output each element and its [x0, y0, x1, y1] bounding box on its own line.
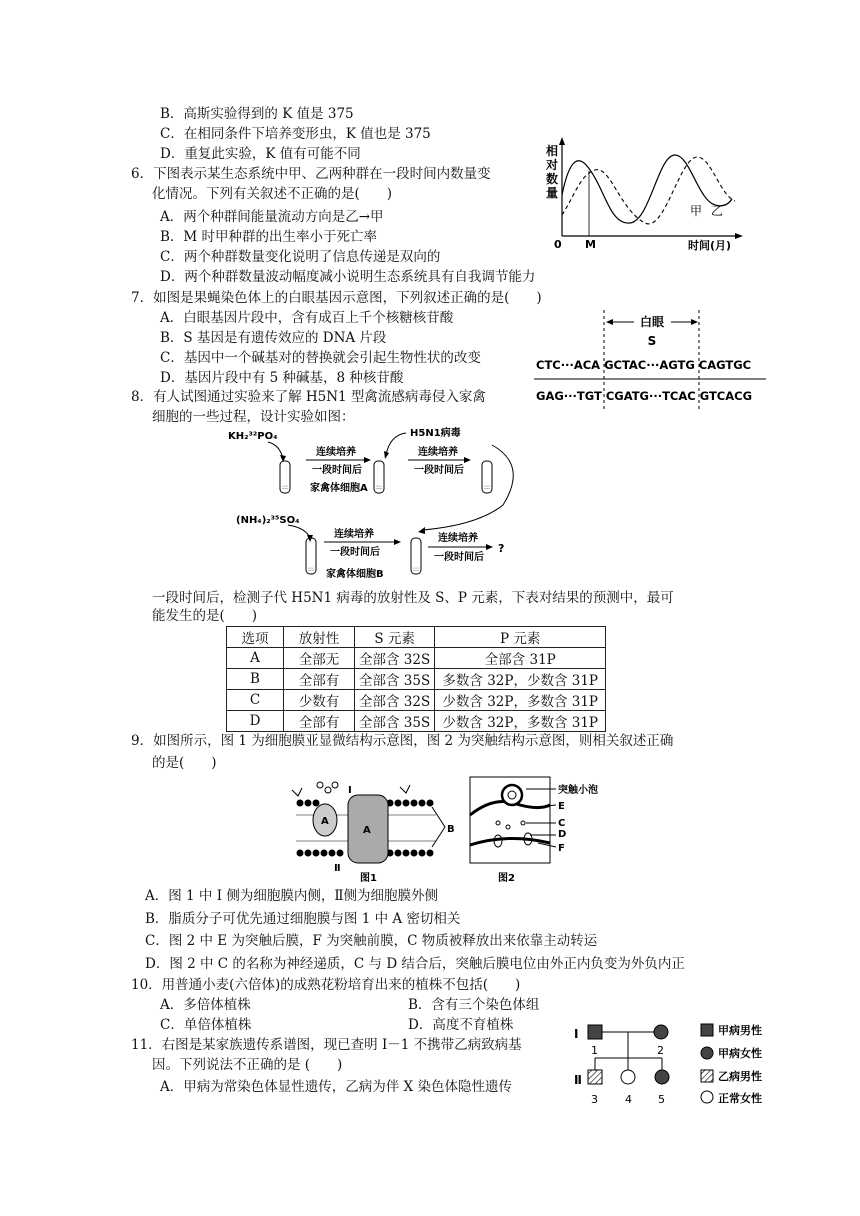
- header-option: 选项: [227, 627, 284, 648]
- cell: 全部含 35S: [355, 669, 435, 690]
- n1: 1: [591, 1044, 598, 1057]
- legend-2: 甲病女性: [718, 1047, 762, 1060]
- q11-stem-2: 因。下列说法不正确的是 ( ): [152, 1057, 343, 1073]
- q7-option-b: B．S 基因是有遗传效应的 DNA 片段: [160, 330, 387, 346]
- cell: A: [227, 648, 284, 669]
- q8-stem-1: 8．有人试图通过实验来了解 H5N1 型禽流感病毒侵入家禽: [131, 389, 486, 405]
- q10-option-b: B．含有三个染色体组: [408, 997, 540, 1013]
- cult1-label-b: 连续培养: [418, 447, 458, 458]
- q8-after-2: 能发生的是( ): [152, 608, 258, 624]
- cult1-label-d: 连续培养: [438, 533, 478, 544]
- cell: B: [227, 669, 284, 690]
- fig9-b: B: [447, 824, 455, 835]
- legend-circle-filled: [701, 1047, 713, 1059]
- cell: 全部有: [284, 711, 355, 732]
- fig9-a-small: A: [321, 816, 329, 827]
- q10-stem: 10．用普通小麦(六倍体)的成熟花粉培育出来的植株不包括( ): [131, 977, 521, 993]
- gene-figure: [534, 310, 766, 410]
- q5-option-c: C．在相同条件下培养变形虫，K 值也是 375: [160, 126, 431, 142]
- ii3-yi-male: [588, 1070, 602, 1084]
- q5-option-b: B．高斯实验得到的 K 值是 375: [160, 106, 354, 122]
- fig9-d: D: [558, 829, 567, 840]
- q6-option-a: A．两个种群间能量流动方向是乙→甲: [160, 209, 384, 225]
- q9-stem-1: 9．如图所示，图 1 为细胞膜亚显微结构示意图，图 2 为突触结构示意图，则相关叙述正确: [131, 733, 674, 749]
- gen-i: I: [574, 1027, 579, 1041]
- q6-option-d: D．两个种群数量波动幅度减小说明生态系统具有自我调节能力: [160, 269, 536, 285]
- q9-option-c: C．图 2 中 E 为突触后膜，F 为突触前膜，C 物质被释放出来依靠主动转运: [145, 933, 598, 949]
- ii5-affected-female: [655, 1070, 669, 1084]
- s-label: S: [647, 334, 657, 348]
- cell: 全部含 32S: [355, 690, 435, 711]
- table-row: [227, 711, 606, 732]
- legend-3: 乙病男性: [718, 1070, 762, 1083]
- fig6-m-label: M: [585, 238, 596, 251]
- fig9-caption-1: 图1: [360, 873, 377, 884]
- kh2po4-label: KH₂³²PO₄: [228, 431, 278, 442]
- q9-stem-2: 的是( ): [152, 755, 217, 771]
- q7-stem: 7．如图是果蝇染色体上的白眼基因示意图，下列叙述正确的是( ): [131, 290, 542, 306]
- svg-text::::: :::: [484, 484, 491, 491]
- header-p: P 元素: [435, 627, 606, 648]
- n2: 2: [657, 1044, 664, 1057]
- q8-after-1: 一段时间后，检测子代 H5N1 病毒的放射性及 S、P 元素，下表对结果的预测中，最可: [152, 590, 674, 606]
- ii4-normal-female: [621, 1070, 635, 1084]
- cult2-label-b: 一段时间后: [414, 465, 464, 476]
- series-jia: [562, 155, 732, 223]
- cell: D: [227, 711, 284, 732]
- cult2-label-d: 一段时间后: [434, 552, 484, 563]
- fig9-side-ii: Ⅱ: [334, 863, 341, 874]
- dna-bottom-strand: GAG···TGT CGATG···TCAC GTCACG: [536, 389, 753, 403]
- cell-a-label: 家禽体细胞A: [310, 483, 368, 494]
- experiment-figure: [228, 425, 528, 585]
- legend-square-filled: [701, 1024, 713, 1036]
- q10-option-d: D．高度不育植株: [408, 1017, 514, 1033]
- cell: 全部无: [284, 648, 355, 669]
- fig6-ylabel-3: 数: [545, 172, 559, 186]
- table-row: [227, 648, 606, 669]
- fig6-origin: 0: [554, 238, 562, 251]
- cult1-label-c: 连续培养: [334, 529, 374, 540]
- cell: 少数含 32P，多数含 31P: [435, 711, 606, 732]
- q6-option-b: B．M 时甲种群的出生率小于死亡率: [160, 229, 378, 245]
- q7-option-a: A．白眼基因片段中，含有成百上千个核糖核苷酸: [160, 310, 454, 326]
- fig6-xlabel: 时间(月): [688, 239, 732, 252]
- fig6-legend-yi: 乙: [711, 204, 724, 218]
- fig9-e: E: [558, 801, 565, 812]
- svg-text::::: :::: [282, 484, 289, 491]
- q9-option-d: D．图 2 中 C 的名称为神经递质，C 与 D 结合后，突触后膜电位由外正内负变为外负内正: [145, 956, 685, 972]
- q10-option-c: C．单倍体植株: [160, 1017, 252, 1033]
- q6-stem-2: 化情况。下列有关叙述不正确的是( ): [152, 186, 393, 202]
- fig6-ylabel-2: 对: [545, 158, 559, 172]
- cell-b-label: 家禽体细胞B: [326, 569, 384, 580]
- gen-ii: Ⅱ: [574, 1073, 582, 1087]
- cell: 多数含 32P，少数含 31P: [435, 669, 606, 690]
- cult2-label-c: 一段时间后: [330, 547, 380, 558]
- legend-square-hatched: [701, 1070, 713, 1082]
- n5: 5: [658, 1093, 665, 1106]
- table-header-row: [227, 627, 606, 648]
- header-radioactivity: 放射性: [284, 627, 355, 648]
- cell: C: [227, 690, 284, 711]
- fig6-ylabel-4: 量: [545, 186, 559, 200]
- n4: 4: [625, 1093, 632, 1106]
- q9-option-b: B．脂质分子可优先通过细胞膜与图 1 中 A 密切相关: [145, 911, 461, 927]
- q11-stem-1: 11．右图是某家族遗传系谱图，现已查明 Ⅰ－1 不携带乙病致病基: [131, 1037, 522, 1053]
- nh4-label: (NH₄)₂³⁵SO₄: [236, 515, 300, 526]
- population-figure: [540, 135, 750, 255]
- cell: 全部含 35S: [355, 711, 435, 732]
- result-table: [226, 626, 606, 732]
- q7-option-c: C．基因中一个碱基对的替换就会引起生物性状的改变: [160, 350, 481, 366]
- svg-text::::: :::: [308, 566, 315, 573]
- fig6-legend-jia: 甲: [690, 204, 703, 218]
- cult2-label-a: 一段时间后: [312, 465, 362, 476]
- svg-text::::: :::: [413, 566, 420, 573]
- cell: 全部含 32S: [355, 648, 435, 669]
- table-row: [227, 669, 606, 690]
- i2-affected-female: [654, 1025, 668, 1039]
- fig6-ylabel-1: 相: [545, 144, 559, 158]
- cult1-label-a: 连续培养: [316, 447, 356, 458]
- n3: 3: [591, 1093, 598, 1106]
- i1-affected-male: [588, 1025, 602, 1039]
- virus-label: H5N1病毒: [410, 428, 461, 439]
- membrane-figure: [290, 775, 460, 885]
- header-s: S 元素: [355, 627, 435, 648]
- q9-option-a: A．图 1 中 I 侧为细胞膜内侧，Ⅱ侧为细胞膜外侧: [145, 888, 439, 904]
- fig9-a-large: A: [363, 825, 371, 836]
- synapse-figure: [468, 775, 608, 885]
- dna-top-strand: CTC···ACA GCTAC···AGTG CAGTGC: [536, 358, 752, 372]
- q10-option-a: A．多倍体植株: [160, 997, 251, 1013]
- cell: 全部有: [284, 669, 355, 690]
- q6-stem-1: 6．下图表示某生态系统中甲、乙两种群在一段时间内数量变: [131, 166, 491, 182]
- fig9-caption-2: 图2: [498, 873, 515, 884]
- q5-option-d: D．重复此实验，K 值有可能不同: [160, 146, 361, 162]
- legend-circle-open: [701, 1091, 713, 1103]
- legend-1: 甲病男性: [718, 1024, 762, 1037]
- table-row: [227, 690, 606, 711]
- q7-option-d: D．基因片段中有 5 种碱基，8 种核苷酸: [160, 370, 404, 386]
- q11-option-a: A．甲病为常染色体显性遗传，乙病为伴 X 染色体隐性遗传: [160, 1079, 512, 1095]
- svg-text::::: :::: [376, 484, 383, 491]
- cell: 少数含 32P，多数含 31P: [435, 690, 606, 711]
- fig9-f: F: [558, 843, 565, 854]
- q6-option-c: C．两个种群数量变化说明了信息传递是双向的: [160, 249, 441, 265]
- legend-4: 正常女性: [718, 1092, 762, 1105]
- vesicle-label: 突触小泡: [558, 785, 598, 796]
- gene-label: 白眼: [639, 315, 665, 329]
- question-mark: ?: [498, 542, 505, 555]
- fig9-side-i: Ⅰ: [348, 785, 352, 796]
- q8-stem-2: 细胞的一些过程，设计实验如图：: [152, 409, 355, 425]
- cell: 全部含 31P: [435, 648, 606, 669]
- cell: 少数有: [284, 690, 355, 711]
- pedigree-figure: [570, 1018, 785, 1110]
- fig9-c: C: [558, 818, 566, 829]
